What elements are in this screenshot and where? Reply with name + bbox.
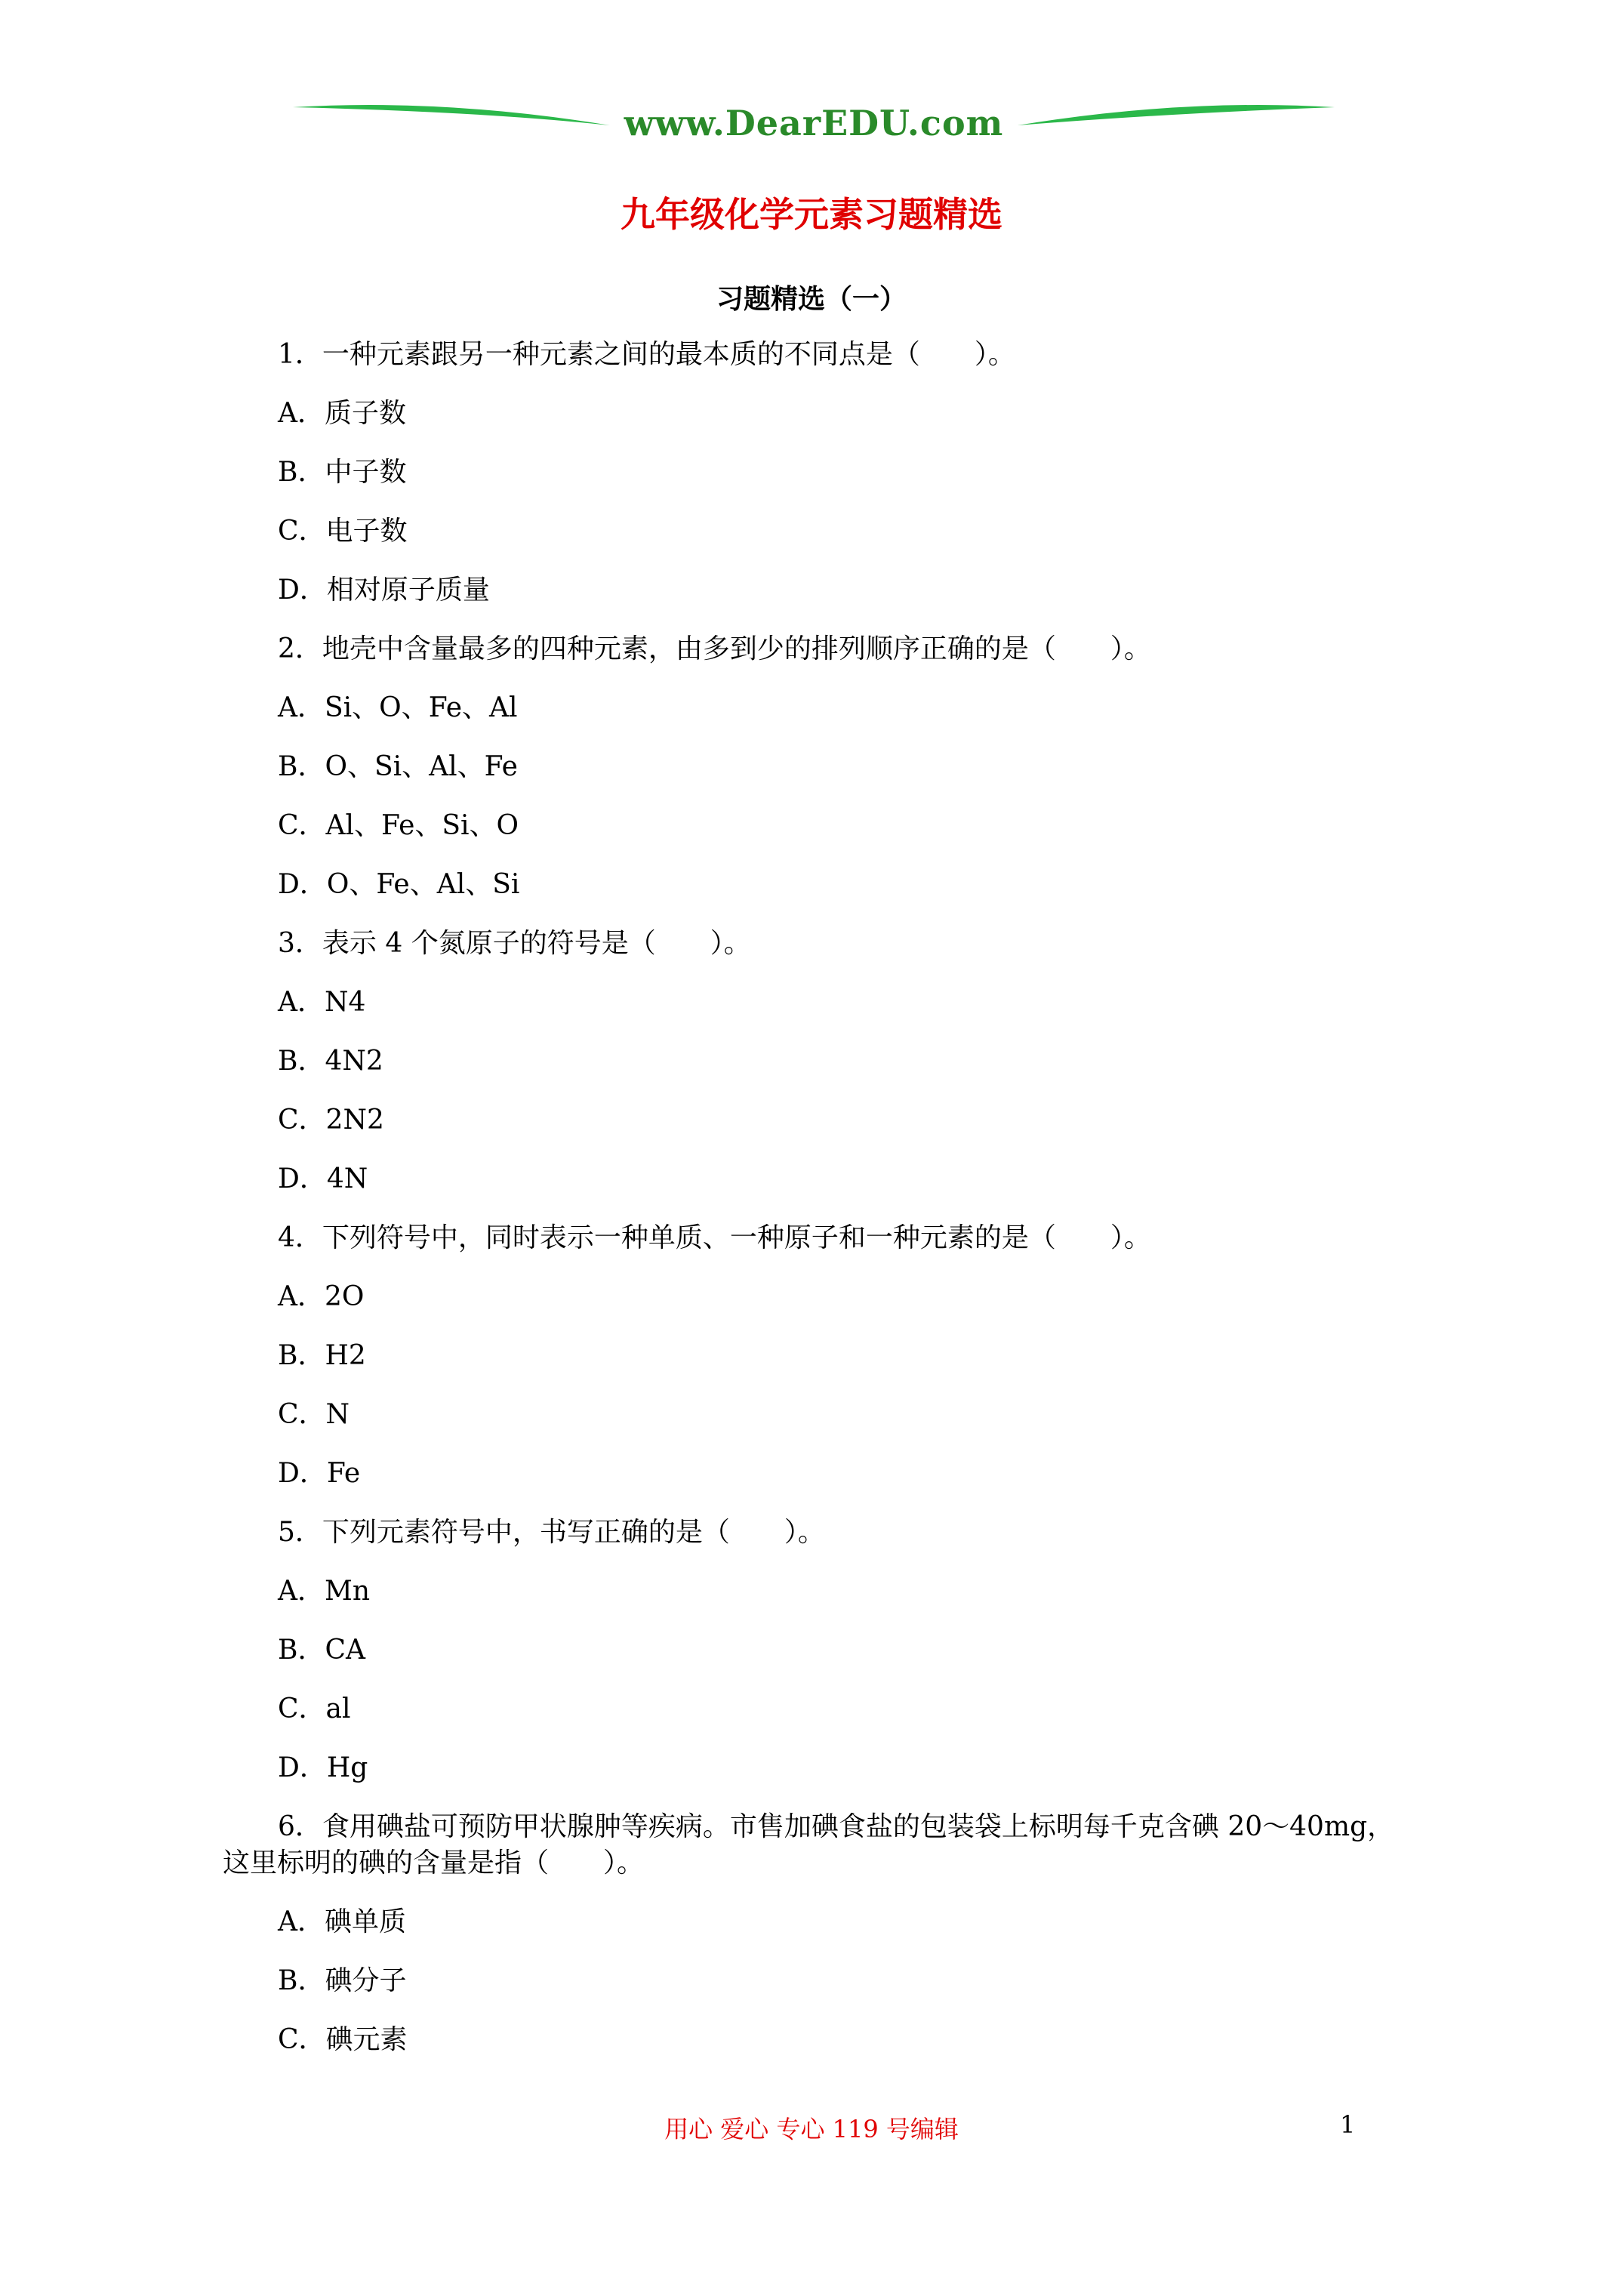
question-2-option-c: C．Al、Fe、Si、O — [278, 810, 519, 841]
question-4-stem: 4．下列符号中，同时表示一种单质、一种原子和一种元素的是（ ）。 — [278, 1222, 1151, 1253]
header-logo — [293, 97, 1335, 149]
question-3-option-b: B．4N2 — [278, 1046, 383, 1077]
question-4-option-b: B．H2 — [278, 1340, 366, 1371]
question-4-option-d: D．Fe — [278, 1458, 361, 1489]
question-1-option-a: A．质子数 — [278, 398, 406, 429]
question-6-option-b: B．碘分子 — [278, 1965, 407, 1996]
question-3-option-d: D．4N — [278, 1163, 368, 1194]
question-3-stem: 3．表示 4 个氮原子的符号是（ ）。 — [278, 928, 751, 959]
question-2-option-a: A．Si、O、Fe、Al — [278, 692, 518, 723]
section-title: 习题精选（一） — [716, 283, 907, 315]
question-2-option-d: D．O、Fe、Al、Si — [278, 869, 520, 900]
question-5-option-c: C．al — [278, 1693, 351, 1724]
logo-text: www.DearEDU.com — [624, 103, 1004, 143]
footer-text: 用心 爱心 专心 119 号编辑 — [664, 2115, 959, 2143]
question-4-option-c: C．N — [278, 1399, 350, 1430]
question-6-stem-line-1: 6．食用碘盐可预防甲状腺肿等疾病。市售加碘食盐的包装袋上标明每千克含碘 20～40mg， — [278, 1811, 1395, 1842]
question-5-option-b: B．CA — [278, 1635, 365, 1666]
question-4-option-a: A．2O — [278, 1281, 365, 1312]
question-2-option-b: B．O、Si、Al、Fe — [278, 751, 518, 782]
question-2-stem: 2．地壳中含量最多的四种元素，由多到少的排列顺序正确的是（ ）。 — [278, 633, 1151, 664]
question-1-stem: 1．一种元素跟另一种元素之间的最本质的不同点是（ ）。 — [278, 339, 1015, 370]
question-6-stem-line-2: 这里标明的碘的含量是指（ ）。 — [223, 1848, 645, 1878]
question-5-option-d: D．Hg — [278, 1752, 368, 1783]
question-3-option-a: A．N4 — [278, 987, 366, 1018]
page-number: 1 — [1340, 2110, 1356, 2139]
document-title: 九年级化学元素习题精选 — [621, 194, 1002, 235]
question-5-stem: 5．下列元素符号中，书写正确的是（ ）。 — [278, 1517, 825, 1548]
question-5-option-a: A．Mn — [278, 1576, 371, 1607]
question-1-option-d: D．相对原子质量 — [278, 575, 490, 606]
question-6-option-a: A．碘单质 — [278, 1906, 406, 1937]
question-1-option-c: C．电子数 — [278, 516, 408, 547]
question-1-option-b: B．中子数 — [278, 457, 407, 488]
question-3-option-c: C．2N2 — [278, 1105, 384, 1136]
question-6-option-c: C．碘元素 — [278, 2024, 408, 2055]
